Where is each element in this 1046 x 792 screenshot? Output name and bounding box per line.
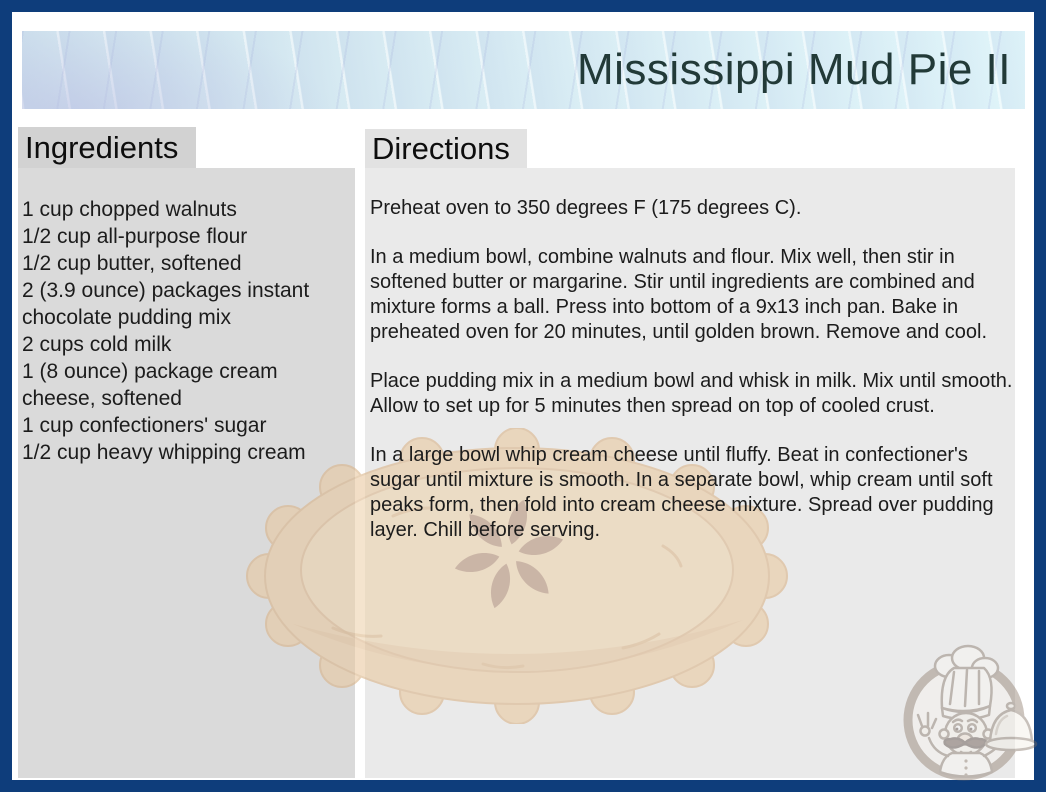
chef-logo-icon xyxy=(892,644,1042,782)
directions-paragraph: Place pudding mix in a medium bowl and whisk in milk. Mix until smooth. Allow to set up for 5 minutes then spread on top of cooled crust. xyxy=(370,370,1013,417)
directions-text xyxy=(370,196,1016,567)
ingredient-item: 1/2 cup all-purpose flour xyxy=(22,225,248,248)
ingredient-item: 2 (3.9 ounce) packages instant chocolate pudding mix xyxy=(22,279,310,329)
directions-heading: Directions xyxy=(372,131,510,166)
ingredients-list xyxy=(22,196,350,466)
ingredient-item: 1 (8 ounce) package cream cheese, softened xyxy=(22,360,278,410)
directions-paragraph: Preheat oven to 350 degrees F (175 degrees C). xyxy=(370,197,802,219)
ingredient-item: 1 cup chopped walnuts xyxy=(22,198,237,221)
directions-heading-box xyxy=(365,129,527,168)
recipe-page xyxy=(12,12,1034,780)
ingredients-heading: Ingredients xyxy=(25,130,179,165)
directions-paragraph: In a large bowl whip cream cheese until fluffy. Beat in confectioner's sugar until mixture is smooth. In a separate bowl, whip cream until soft peaks form, then fold into cream cheese mixture. Spread over pudding layer. Chill before serving. xyxy=(370,444,994,541)
directions-paragraph: In a medium bowl, combine walnuts and flour. Mix well, then stir in softened butter or margarine. Stir until ingredients are combined and mixture forms a ball. Press into bottom of a 9x13 inch pan. Bake in preheated oven for 20 minutes, until golden brown. Remove and cool. xyxy=(370,246,988,343)
ingredient-item: 2 cups cold milk xyxy=(22,333,172,356)
ingredient-item: 1/2 cup butter, softened xyxy=(22,252,242,275)
recipe-title: Mississippi Mud Pie II xyxy=(576,45,1011,94)
ingredients-heading-box xyxy=(18,127,196,168)
ingredient-item: 1/2 cup heavy whipping cream xyxy=(22,441,306,464)
ingredient-item: 1 cup confectioners' sugar xyxy=(22,414,267,437)
recipe-header xyxy=(22,31,1025,109)
